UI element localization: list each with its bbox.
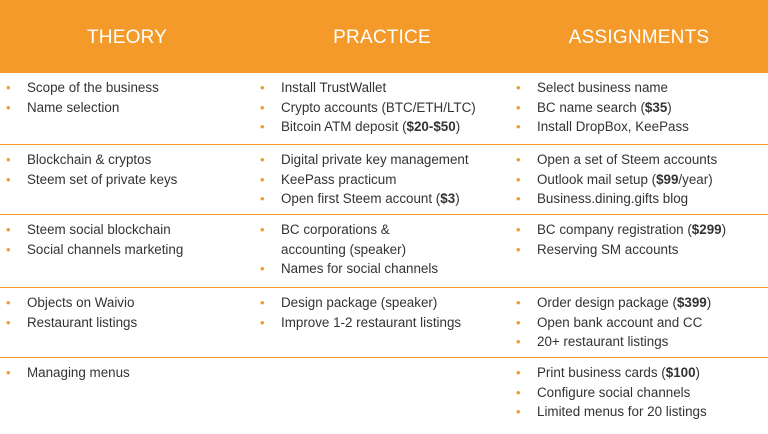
list-item: [6, 78, 248, 98]
bullet-icon: •: [6, 295, 11, 310]
list-item: [6, 220, 248, 240]
list-item: [516, 240, 762, 260]
bullet-icon: •: [516, 119, 521, 134]
list-item: [260, 170, 504, 190]
list-item: [260, 117, 504, 137]
list-item: [516, 293, 762, 313]
item-text: Design package (speaker): [281, 295, 438, 310]
bullet-icon: •: [6, 241, 11, 257]
bullet-icon: •: [260, 261, 265, 276]
cell-theory: [0, 145, 254, 214]
list-item: [6, 313, 248, 333]
item-text: Open bank account and CC: [537, 314, 703, 330]
list-item: [516, 313, 762, 333]
item-text: Reserving SM accounts: [537, 241, 679, 257]
list-item: [260, 150, 504, 170]
item-text: BC corporations &: [281, 222, 390, 237]
cell-practice: [254, 73, 510, 144]
item-text: Install TrustWallet: [281, 80, 387, 95]
cell-assignments: [510, 288, 768, 357]
item-text: Configure social channels: [537, 384, 691, 400]
header-theory: THEORY: [86, 26, 168, 48]
item-text: ): [455, 119, 461, 134]
item-text: Print business cards (: [537, 365, 666, 380]
cell-practice: [254, 358, 510, 434]
theory-list: [6, 78, 248, 117]
list-item: [260, 189, 504, 209]
theory-list: [6, 220, 248, 259]
bullet-icon: •: [516, 365, 521, 380]
theory-list: [6, 363, 248, 383]
item-text: Steem social blockchain: [27, 222, 171, 237]
cell-theory: [0, 215, 254, 287]
cell-practice: [254, 215, 510, 287]
bullet-icon: •: [516, 404, 521, 419]
item-text: Objects on Waivio: [27, 295, 135, 310]
item-text: Improve 1-2 restaurant listings: [281, 314, 462, 330]
bullet-icon: •: [516, 241, 521, 257]
bullet-icon: •: [260, 295, 265, 310]
price-text: $3: [440, 191, 456, 206]
list-item: [516, 402, 762, 422]
item-text: Blockchain & cryptos: [27, 152, 152, 167]
bullet-icon: •: [260, 119, 265, 134]
bullet-icon: •: [516, 152, 521, 167]
assignments-list: [516, 78, 762, 137]
assignments-list: [516, 150, 762, 209]
item-text: KeePass practicum: [281, 171, 397, 187]
header-practice: PRACTICE: [333, 26, 431, 48]
item-text: ): [706, 295, 712, 310]
bullet-icon: •: [6, 314, 11, 330]
list-item: [260, 78, 504, 98]
list-item: [516, 220, 762, 240]
bullet-icon: •: [516, 171, 521, 187]
bullet-icon: •: [6, 171, 11, 187]
bullet-icon: •: [260, 99, 265, 115]
list-item: [516, 78, 762, 98]
list-item: [516, 117, 762, 137]
list-item: [6, 240, 248, 260]
price-text: $100: [665, 365, 696, 380]
table-row: [0, 145, 768, 215]
bullet-icon: •: [6, 99, 11, 115]
cell-practice: [254, 288, 510, 357]
bullet-icon: •: [516, 222, 521, 237]
table-header: [0, 0, 768, 73]
bullet-icon: •: [260, 80, 265, 95]
bullet-icon: •: [260, 222, 265, 237]
item-text: Business.dining.gifts blog: [537, 191, 689, 206]
cell-assignments: [510, 73, 768, 144]
list-item: [260, 313, 504, 333]
list-item: [516, 363, 762, 383]
item-text: BC name search (: [537, 99, 645, 115]
table-row: [0, 73, 768, 145]
practice-list: [260, 78, 504, 137]
list-item: [6, 150, 248, 170]
practice-list: [260, 220, 504, 279]
item-text-continued: accounting (speaker): [281, 241, 407, 257]
item-text: Name selection: [27, 99, 120, 115]
list-item: [516, 189, 762, 209]
list-item: [516, 383, 762, 403]
item-text: ): [721, 222, 727, 237]
bullet-icon: •: [6, 222, 11, 237]
table-row: [0, 215, 768, 288]
assignments-list: [516, 293, 762, 352]
list-item: [6, 363, 248, 383]
item-text: Names for social channels: [281, 261, 439, 276]
list-item: [260, 220, 504, 259]
item-text: Limited menus for 20 listings: [537, 404, 707, 419]
item-text: 20+ restaurant listings: [537, 334, 669, 349]
cell-assignments: [510, 145, 768, 214]
bullet-icon: •: [260, 314, 265, 330]
bullet-icon: •: [260, 152, 265, 167]
item-text: Restaurant listings: [27, 314, 138, 330]
theory-list: [6, 293, 248, 332]
table-row: [0, 358, 768, 434]
assignments-list: [516, 220, 762, 259]
item-text: ): [695, 365, 701, 380]
list-item: [6, 98, 248, 118]
item-text: BC company registration (: [537, 222, 692, 237]
table-row: [0, 288, 768, 358]
bullet-icon: •: [6, 80, 11, 95]
assignments-list: [516, 363, 762, 422]
theory-list: [6, 150, 248, 189]
list-item: [516, 332, 762, 352]
item-text: Scope of the business: [27, 80, 159, 95]
bullet-icon: •: [516, 334, 521, 349]
practice-list: [260, 293, 504, 332]
list-item: [516, 170, 762, 190]
price-text: $35: [644, 99, 668, 115]
list-item: [260, 259, 504, 279]
cell-practice: [254, 145, 510, 214]
item-text: Bitcoin ATM deposit (: [281, 119, 407, 134]
item-text: /year): [678, 171, 713, 187]
item-text: Select business name: [537, 80, 669, 95]
list-item: [6, 293, 248, 313]
bullet-icon: •: [516, 384, 521, 400]
bullet-icon: •: [516, 80, 521, 95]
item-text: Open first Steem account (: [281, 191, 441, 206]
item-text: Social channels marketing: [27, 241, 184, 257]
bullet-icon: •: [516, 191, 521, 206]
cell-assignments: [510, 358, 768, 434]
price-text: $399: [676, 295, 707, 310]
cell-theory: [0, 288, 254, 357]
bullet-icon: •: [260, 171, 265, 187]
item-text: ): [667, 99, 672, 115]
list-item: [260, 98, 504, 118]
cell-theory: [0, 73, 254, 144]
price-text: $299: [691, 222, 722, 237]
bullet-icon: •: [516, 295, 521, 310]
item-text: Managing menus: [27, 365, 130, 380]
header-assignments: ASSIGNMENTS: [568, 26, 710, 48]
list-item: [260, 293, 504, 313]
price-text: $20-$50: [406, 119, 456, 134]
item-text: ): [455, 191, 460, 206]
item-text: Install DropBox, KeePass: [537, 119, 689, 134]
list-item: [6, 170, 248, 190]
list-item: [516, 98, 762, 118]
cell-assignments: [510, 215, 768, 287]
bullet-icon: •: [516, 99, 521, 115]
bullet-icon: •: [6, 365, 11, 380]
item-text: Order design package (: [537, 295, 677, 310]
table-body: [0, 73, 768, 434]
bullet-icon: •: [6, 152, 11, 167]
bullet-icon: •: [516, 314, 521, 330]
list-item: [516, 150, 762, 170]
item-text: Crypto accounts (BTC/ETH/LTC): [281, 99, 476, 115]
price-text: $99: [656, 171, 679, 187]
bullet-icon: •: [260, 191, 265, 206]
item-text: Open a set of Steem accounts: [537, 152, 718, 167]
item-text: Digital private key management: [281, 152, 469, 167]
item-text: Outlook mail setup (: [537, 171, 657, 187]
practice-list: [260, 150, 504, 209]
item-text: Steem set of private keys: [27, 171, 178, 187]
cell-theory: [0, 358, 254, 434]
